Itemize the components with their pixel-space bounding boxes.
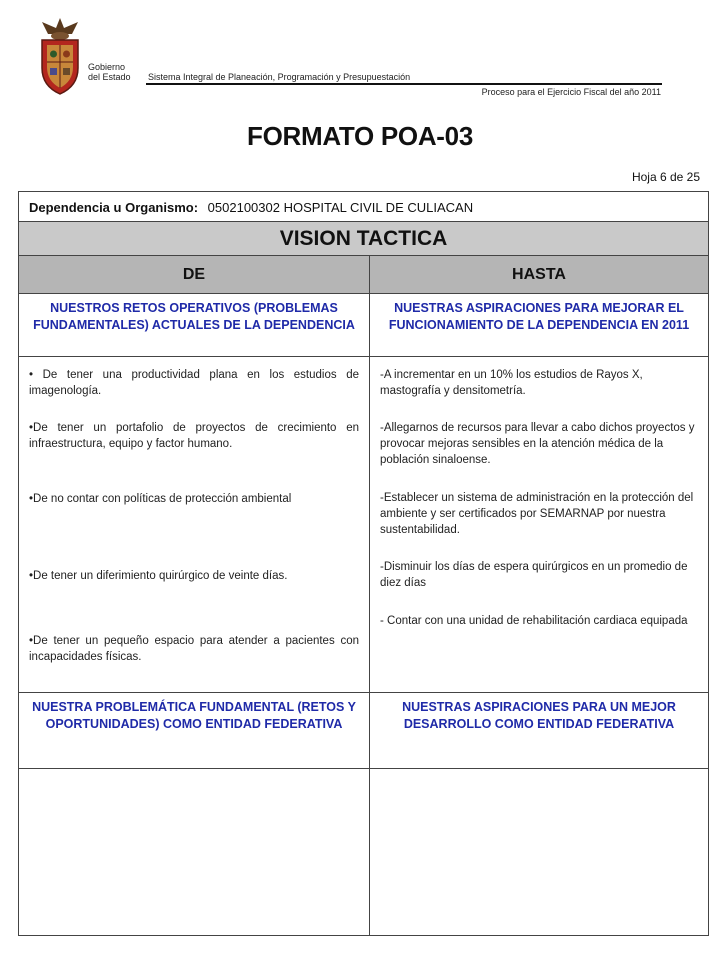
vision-table xyxy=(18,191,709,936)
aspiration-item: -Allegarnos de recursos para llevar a cabo dichos proyectos y provocar mejoras sensibles en la atención médica de la población sinaloense. xyxy=(380,422,695,466)
column-header-from: DE xyxy=(19,256,370,293)
challenges-list xyxy=(19,357,370,692)
header-divider xyxy=(146,83,662,85)
system-name: Sistema Integral de Planeación, Programación y Presupuestación xyxy=(148,72,411,82)
challenge-item: •De tener un portafolio de proyectos de crecimiento en infraestructura, equipo y factor humano. xyxy=(29,422,359,450)
dependency-value: 0502100302 HOSPITAL CIVIL DE CULIACAN xyxy=(207,200,474,215)
operational-content-row xyxy=(19,357,708,693)
state-content-row xyxy=(19,769,708,936)
vision-title: VISION TACTICA xyxy=(19,222,708,256)
document-header xyxy=(0,0,720,110)
challenge-item: • De tener una productividad plana en los estudios de imagenología. xyxy=(29,369,359,397)
column-header-to: HASTA xyxy=(512,266,566,283)
aspiration-item: -Disminuir los días de espera quirúrgicos en un promedio de diez días xyxy=(380,561,688,589)
dependency-row xyxy=(19,192,708,222)
challenge-item: •De tener un diferimiento quirúrgico de veinte días. xyxy=(29,570,288,582)
dependency-label: Dependencia u Organismo: xyxy=(29,200,199,215)
state-aspirations-heading: NUESTRAS ASPIRACIONES PARA UN MEJOR DESARROLLO COMO ENTIDAD FEDERATIVA xyxy=(402,700,676,731)
aspirations-list xyxy=(370,357,708,692)
state-problems-cell xyxy=(19,769,370,936)
aspiration-item: - Contar con una unidad de rehabilitación cardiaca equipada xyxy=(380,615,688,627)
column-headers xyxy=(19,256,708,294)
state-headings-row xyxy=(19,693,708,769)
aspiration-item: -A incrementar en un 10% los estudios de Rayos X, mastografía y densitometría. xyxy=(380,369,643,397)
state-aspirations-cell xyxy=(370,769,708,936)
page-title: FORMATO POA-03 xyxy=(247,121,473,151)
operational-challenges-heading: NUESTROS RETOS OPERATIVOS (PROBLEMAS FUNDAMENTALES) ACTUALES DE LA DEPENDENCIA xyxy=(19,294,370,356)
aspiration-item: -Establecer un sistema de administración en la protección del ambiente y ser certificados por SEMARNAP por nuestra sustentabilidad. xyxy=(380,492,694,536)
state-coat-of-arms-icon xyxy=(36,16,84,96)
state-problems-heading: NUESTRA PROBLEMÁTICA FUNDAMENTAL (RETOS Y OPORTUNIDADES) COMO ENTIDAD FEDERATIVA xyxy=(19,693,370,768)
operational-headings-row xyxy=(19,294,708,357)
government-label: Gobierno del Estado xyxy=(88,62,131,82)
challenge-item: •De tener un pequeño espacio para atender a pacientes con incapacidades físicas. xyxy=(29,635,359,663)
operational-aspirations-heading: NUESTRAS ASPIRACIONES PARA MEJORAR EL FUNCIONAMIENTO DE LA DEPENDENCIA EN 2011 xyxy=(388,301,690,332)
page-indicator: Hoja 6 de 25 xyxy=(631,170,700,184)
challenge-item: •De no contar con políticas de protección ambiental xyxy=(29,493,292,505)
process-label: Proceso para el Ejercicio Fiscal del año 2011 xyxy=(481,87,661,97)
